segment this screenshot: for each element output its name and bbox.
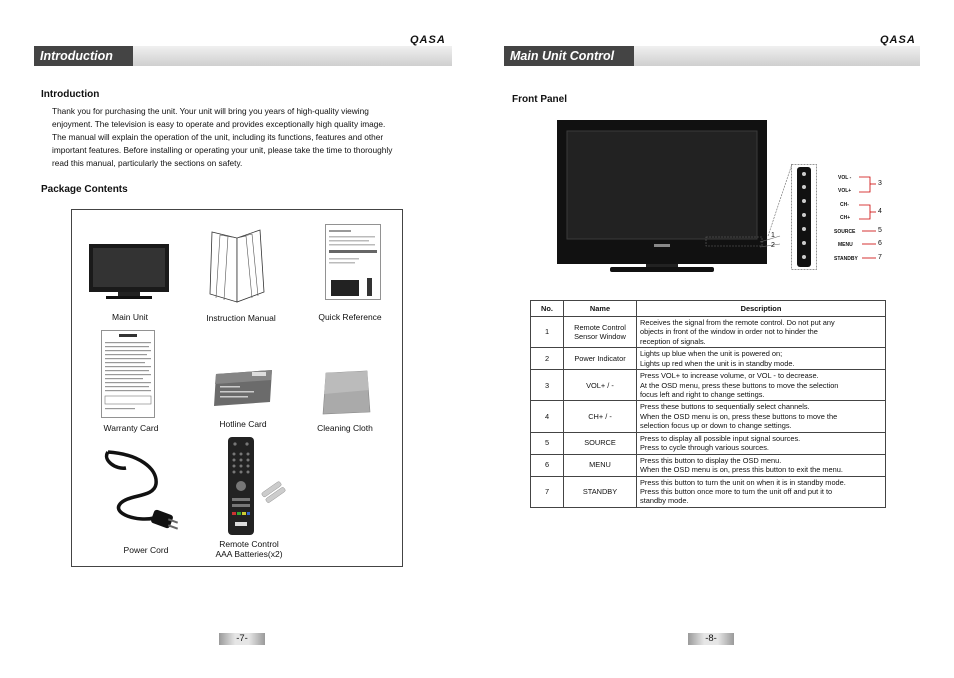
label-menu: MENU [838,242,853,248]
package-heading: Package Contents [41,184,128,195]
cell-name [564,401,637,432]
section-bar-left [34,46,452,66]
desc-line: selection focus up or down to change settings. [640,421,792,431]
cell-name [564,476,637,507]
label-ch-plus: CH+ [840,215,851,221]
desc-line: reception of signals. [640,336,706,346]
label-standby: STANDBY [834,256,858,262]
brand-logo-left: QASA [410,34,446,46]
callout-3: 3 [878,180,882,187]
caption-main-unit: Main Unit [112,312,148,322]
cell-name-line: VOL+ / - [586,380,614,390]
desc-line: Press this button to turn the unit on when it is in standby mode. [640,477,846,487]
desc-line: Press to display all possible input signal sources. [640,433,801,443]
desc-line: Lights up blue when the unit is powered on; [640,349,783,359]
cell-name-line: Power Indicator [574,354,626,364]
cell-name [564,317,637,348]
intro-line: enjoyment. The television is easy to operate and provides exceptionally high quality image. [52,119,386,129]
table-row [531,432,886,454]
cell-no: 7 [531,476,564,507]
intro-line: read this manual, particularly the sections on safety. [52,158,243,168]
cell-description [637,348,886,370]
cell-no: 5 [531,432,564,454]
callout-4: 4 [878,208,882,215]
cell-name-line: SOURCE [584,438,616,448]
intro-line: Thank you for purchasing the unit. Your unit will bring you years of high-quality viewing [52,106,369,116]
section-title-main-unit-control: Main Unit Control [504,46,634,66]
header-description: Description [637,301,886,317]
cell-no: 6 [531,454,564,476]
hotline-card-image [212,368,274,408]
front-panel-tv-image [556,119,768,274]
desc-line: Press VOL+ to increase volume, or VOL - to decrease. [640,371,819,381]
caption-warranty-card: Warranty Card [103,423,159,433]
header-no: No. [531,301,564,317]
caption-hotline-card: Hotline Card [219,419,267,429]
table-row [531,454,886,476]
intro-line: important features. Before installing or operating your unit, please take the time to thoroughly [52,145,393,155]
caption-power-cord: Power Cord [123,545,169,555]
cleaning-cloth-image [320,370,372,416]
page-number-right: -8- [688,633,734,645]
cell-no: 1 [531,317,564,348]
cell-description [637,401,886,432]
desc-line: Lights up red when the unit is in standby mode. [640,358,795,368]
warranty-card-image [101,330,155,418]
caption-cleaning-cloth: Cleaning Cloth [317,423,373,433]
cell-name-line: CH+ / - [588,411,612,421]
table-row [531,370,886,401]
instruction-manual-image [206,228,268,304]
label-source: SOURCE [834,229,856,235]
caption-remote-control [189,539,309,559]
callout-6: 6 [878,240,882,247]
callout-5: 5 [878,227,882,234]
main-unit-image [88,243,170,301]
intro-paragraph [52,105,432,170]
cell-description [637,317,886,348]
cell-name [564,454,637,476]
cell-name [564,370,637,401]
cell-name-line: Sensor Window [574,332,626,342]
caption-quick-reference: Quick Reference [318,312,382,322]
desc-line: focus left and right to change settings. [640,390,765,400]
intro-heading: Introduction [41,89,100,100]
table-row [531,317,886,348]
cell-name-line: STANDBY [582,487,618,497]
desc-line: Press this button to display the OSD menu. [640,455,782,465]
desc-line: standby mode. [640,496,689,506]
cell-description [637,476,886,507]
cell-no: 2 [531,348,564,370]
desc-line: When the OSD menu is on, press these buttons to move the [640,411,838,421]
caption-instruction-manual: Instruction Manual [206,313,276,323]
cell-name [564,432,637,454]
cell-description [637,370,886,401]
label-ch-minus: CH- [840,202,849,208]
cell-name-line: Remote Control [574,322,626,332]
callout-2: 2 [771,242,775,249]
quick-reference-image [325,224,381,300]
remote-control-image [223,436,293,536]
table-header-row [531,301,886,317]
section-title-introduction: Introduction [34,46,133,66]
cell-description [637,454,886,476]
desc-line: Press to cycle through various sources. [640,443,769,453]
callout-7: 7 [878,254,882,261]
page-number-left: -7- [219,633,265,645]
cell-name-line: MENU [589,460,611,470]
cell-name [564,348,637,370]
label-vol-plus: VOL+ [838,188,852,194]
caption-aaa-batteries: AAA Batteries(x2) [215,549,283,559]
table-row [531,401,886,432]
power-cord-image [98,448,184,538]
cell-no: 4 [531,401,564,432]
intro-line: The manual will explain the operation of the unit, including its functions, features and other [52,132,384,142]
cell-no: 3 [531,370,564,401]
desc-line: When the OSD menu is on, press this button to exit the menu. [640,465,843,475]
table-row [531,348,886,370]
control-description-table [530,300,886,508]
cell-description [637,432,886,454]
desc-line: Receives the signal from the remote control. Do not put any [640,318,835,327]
side-button-panel [791,164,817,270]
section-bar-right [504,46,920,66]
desc-line: Press this button once more to turn the unit off and put it to [640,487,833,497]
desc-line: At the OSD menu, press these buttons to move the selection [640,380,839,390]
brand-logo-right: QASA [880,34,916,46]
table-row [531,476,886,507]
label-vol-minus: VOL - [838,175,852,181]
label-brackets [850,172,880,264]
front-panel-heading: Front Panel [512,94,568,105]
header-name: Name [564,301,637,317]
callout-1: 1 [771,232,775,239]
desc-line: objects in front of the window in order not to hinder the [640,327,818,337]
caption-remote-control-line: Remote Control [219,539,279,549]
desc-line: Press these buttons to sequentially select channels. [640,402,810,412]
